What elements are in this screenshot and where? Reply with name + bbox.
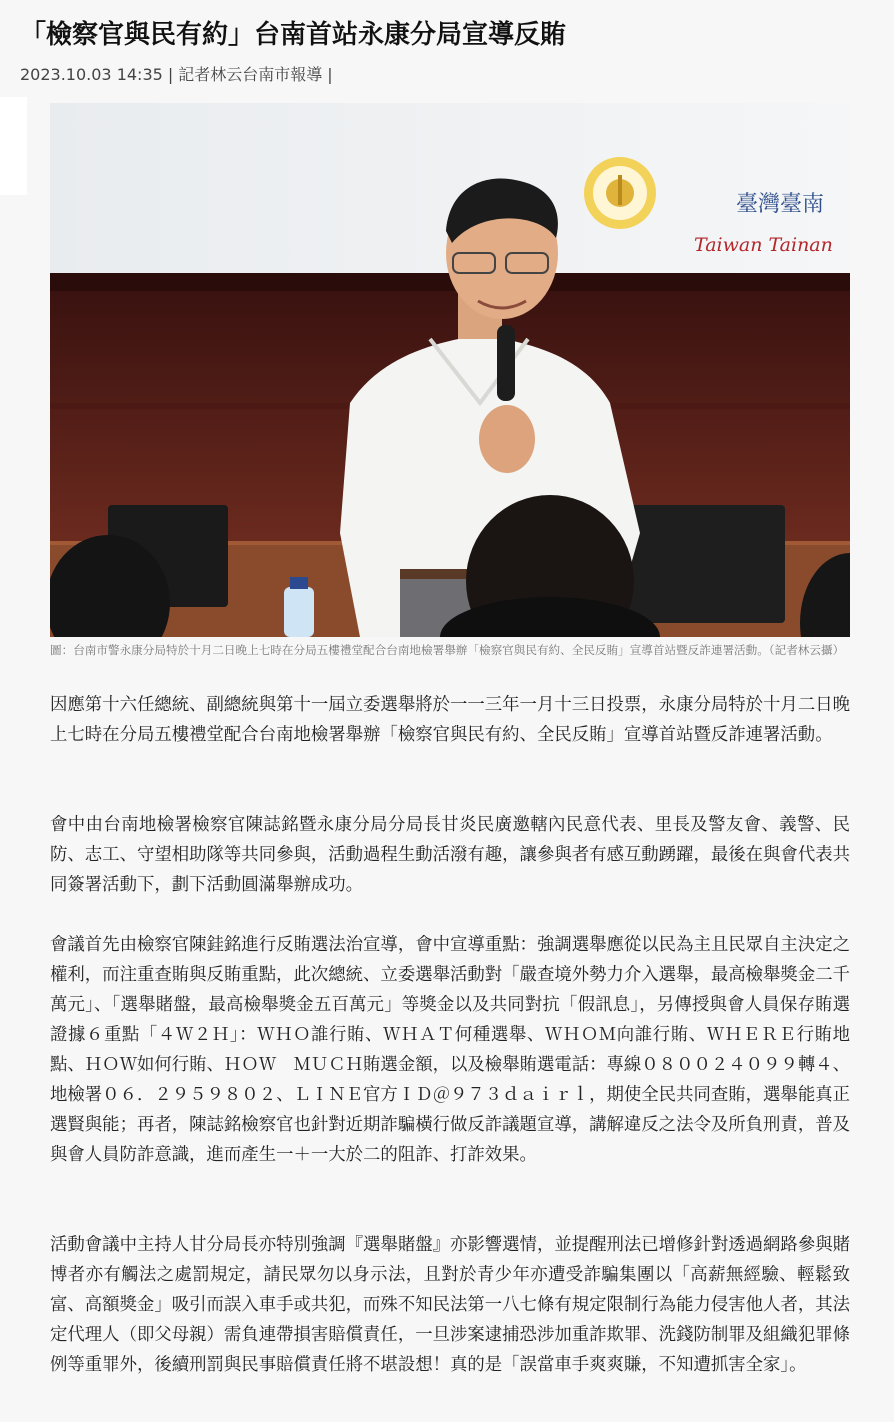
microphone-icon — [497, 325, 515, 401]
photo-caption: 圖：台南市警永康分局特於十月二日晚上七時在分局五樓禮堂配合台南地檢署舉辦「檢察官與民有約、全民反賄」宣導首站暨反詐連署活動。（記者林云攝） — [50, 643, 845, 657]
banner-text-en: Taiwan Tainan — [694, 234, 833, 256]
court-emblem-icon — [584, 157, 656, 229]
article-photo — [50, 103, 850, 637]
meta-separator-end: | — [327, 65, 333, 84]
left-edge-panel — [0, 97, 27, 195]
article-paragraph-1: 因應第十六任總統、副總統與第十一屆立委選舉將於一一三年一月十三日投票，永康分局特於十月二日晚上七時在分局五樓禮堂配合台南地檢署舉辦「檢察官與民有約、全民反賄」宣導首站暨反詐連署活動。 — [50, 695, 850, 745]
publish-date: 2023.10.03 14:35 — [20, 65, 163, 84]
article-paragraph-4: 活動會議中主持人甘分局長亦特別強調『選舉賭盤』亦影響選情，並提醒刑法已增修針對透過網路參與賭博者亦有觸法之處罰規定，請民眾勿以身示法，且對於青少年亦遭受詐騙集團以「高薪無經驗、輕鬆致富、高額獎金」吸引而誤入車手或共犯，而殊不知民法第一八七條有規定限制行為能力侵害他人者，其法定代理人（即父母親）需負連帶損害賠償責任，一旦涉案逮捕恐涉加重詐欺罪、洗錢防制罪及組織犯罪條例等重罪外，後續刑罰與民事賠償責任將不堪設想！真的是「誤當車手爽爽賺，不知遭抓害全家」。 — [50, 1235, 850, 1375]
article-title: 「檢察官與民有約」台南首站永康分局宣導反賄 — [20, 20, 567, 50]
article-paragraph-3: 會議首先由檢察官陳銈銘進行反賄選法治宣導，會中宣導重點：強調選舉應從以民為主且民眾自主決定之權利，而注重查賄與反賄重點，此次總統、立委選舉活動對「嚴查境外勢力介入選舉，最高檢舉獎金二千萬元」、「選舉賭盤，最高檢舉獎金五百萬元」等獎金以及共同對抗「假訊息」，另傳授與會人員保存賄選證據６重點「４Ｗ２Ｈ」：ＷＨＯ誰行賄、ＷＨＡＴ何種選舉、ＷＨＯＭ向誰行賄、ＷＨＥＲＥ行賄地點、ＨＯＷ如何行賄、ＨＯＷ ＭＵＣＨ賄選金額，以及檢舉賄選電話：專線０８００２４０９９轉４、地檢署０６．２９５９８０２、ＬＩＮＥ官方ＩＤ＠９７３ｄａｉｒｌ，期使全民共同查賄，選舉能真正選賢與能；再者，陳誌銘檢察官也針對近期詐騙橫行做反詐議題宣導，講解違反之法令及所負刑責，普及與會人員防詐意識，進而產生一＋一大於二的阻詐、打詐效果。 — [50, 935, 850, 1165]
author-byline: 記者林云台南市報導 — [178, 65, 323, 84]
meta-separator: | — [167, 65, 174, 84]
article-meta — [20, 63, 338, 87]
article-paragraph-2: 會中由台南地檢署檢察官陳誌銘暨永康分局分局長甘炎民廣邀轄內民意代表、里長及警友會、義警、民防、志工、守望相助隊等共同參與，活動過程生動活潑有趣，讓參與者有感互動踴躍，最後在與會代表共同簽署活動下，劃下活動圓滿舉辦成功。 — [50, 815, 850, 895]
banner-text: 臺灣臺南 — [736, 192, 825, 217]
